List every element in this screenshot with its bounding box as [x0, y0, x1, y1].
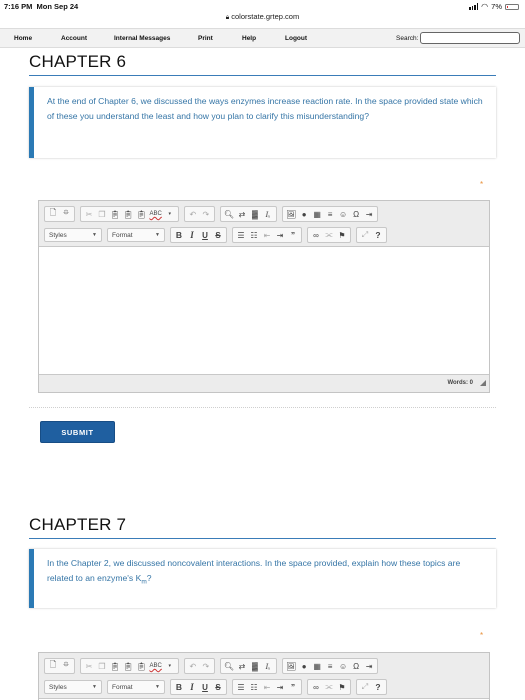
cut-icon[interactable]: ✂︎ — [85, 661, 93, 671]
clipboard-group — [80, 658, 179, 674]
numbered-list-icon[interactable]: ☰ — [237, 230, 245, 240]
word-count: Words: 0 — [447, 380, 473, 386]
paste-text-icon[interactable]: 📋︎ — [123, 661, 134, 671]
cut-icon[interactable]: ✂︎ — [85, 209, 93, 219]
unlink-icon[interactable]: ⫘ — [325, 230, 333, 239]
find-icon[interactable]: 🔍︎ — [223, 661, 234, 671]
basic-styles-group — [170, 679, 227, 695]
remove-format-icon[interactable]: Iₓ — [265, 661, 271, 671]
horizontal-rule-icon[interactable]: ≡ — [327, 209, 333, 219]
horizontal-rule-icon[interactable]: ≡ — [327, 661, 333, 671]
history-group — [184, 658, 215, 674]
lock-icon: 🔒︎ — [225, 14, 230, 21]
select-all-icon[interactable]: ▓ — [252, 209, 258, 219]
insert-group — [282, 658, 378, 674]
battery-percent: 7% — [491, 2, 502, 11]
document-group — [44, 658, 75, 674]
basic-styles-group — [170, 227, 227, 243]
image-icon[interactable]: 🖼︎ — [285, 661, 297, 671]
history-group — [184, 206, 215, 222]
nav-home[interactable]: Home — [14, 35, 33, 42]
nav-help[interactable]: Help — [242, 35, 257, 42]
chapter-7-rule — [29, 538, 496, 539]
table-icon[interactable]: ▦ — [313, 209, 321, 219]
chapter-6-rule — [29, 75, 496, 76]
remove-format-icon[interactable]: Iₓ — [265, 209, 271, 219]
nav-logout[interactable]: Logout — [285, 35, 308, 42]
underline-button[interactable]: U — [202, 682, 208, 692]
chevron-down-icon: ▼ — [155, 684, 160, 690]
bulleted-list-icon[interactable]: ☷ — [250, 682, 258, 692]
styles-label: Styles — [49, 683, 67, 691]
copy-icon[interactable]: ❐ — [98, 209, 106, 219]
nav-account[interactable]: Account — [61, 35, 87, 42]
strike-button[interactable]: S — [215, 230, 221, 240]
link-group — [307, 679, 351, 695]
preview-icon[interactable]: ⯐ — [63, 208, 69, 217]
select-all-icon[interactable]: ▓ — [252, 661, 258, 671]
wifi-icon: ◠ — [481, 2, 489, 11]
undo-icon[interactable]: ↶ — [189, 661, 197, 671]
chapter-7-prompt-box — [29, 549, 496, 608]
numbered-list-icon[interactable]: ☰ — [237, 682, 245, 692]
format-dropdown[interactable] — [107, 680, 165, 694]
smiley-icon[interactable]: ☺ — [339, 661, 348, 671]
paragraph-group — [232, 227, 302, 243]
top-nav — [0, 28, 525, 48]
paste-text-icon[interactable]: 📋︎ — [123, 209, 134, 219]
strike-button[interactable]: S — [215, 682, 221, 692]
insert-group — [282, 206, 378, 222]
chapter-6-prompt-box — [29, 87, 496, 158]
indent-icon[interactable]: ⇥ — [276, 230, 284, 240]
chapter-6-title: CHAPTER 6 — [29, 52, 127, 71]
paste-word-icon[interactable]: 📋︎ — [136, 661, 147, 671]
maximize-icon[interactable]: ⤢ — [361, 230, 369, 239]
flash-icon[interactable]: ● — [301, 209, 307, 219]
bulleted-list-icon[interactable]: ☷ — [250, 230, 258, 240]
search-input[interactable] — [420, 32, 520, 44]
editor-toolbar — [39, 653, 489, 699]
chapter-7-prompt: In the Chapter 2, we discussed noncovalent interactions. In the space provided, explain how these topics are related to an enzyme's $K_m$? — [47, 558, 461, 587]
replace-icon[interactable]: ⇄ — [238, 209, 246, 219]
battery-icon — [505, 4, 519, 10]
url-bar[interactable] — [0, 12, 525, 26]
italic-button[interactable]: I — [190, 682, 194, 692]
spellcheck-icon[interactable]: ABC — [149, 663, 162, 669]
section-divider — [29, 407, 496, 408]
indent-icon[interactable]: ⇥ — [276, 682, 284, 692]
table-icon[interactable]: ▦ — [313, 661, 321, 671]
paste-icon[interactable]: 📋︎ — [110, 661, 121, 671]
flash-icon[interactable]: ● — [301, 661, 307, 671]
format-dropdown[interactable] — [107, 228, 165, 242]
chevron-down-icon: ▼ — [92, 684, 97, 690]
search-label: Search: — [396, 35, 419, 42]
image-icon[interactable]: 🖼︎ — [285, 209, 297, 219]
format-label: Format — [112, 231, 133, 239]
chapter-6-editor — [38, 200, 490, 393]
link-icon[interactable]: ∞ — [313, 230, 319, 240]
paste-icon[interactable]: 📋︎ — [110, 209, 121, 219]
outdent-icon[interactable]: ⇤ — [263, 230, 271, 240]
new-page-icon[interactable]: 🗋︎ — [49, 208, 57, 217]
toolbar-row-2 — [44, 679, 387, 695]
format-label: Format — [112, 683, 133, 691]
bold-button[interactable]: B — [175, 682, 183, 692]
resize-handle-icon[interactable] — [480, 380, 486, 386]
find-icon[interactable]: 🔍︎ — [223, 209, 234, 219]
redo-icon[interactable]: ↷ — [202, 209, 210, 219]
editor-toolbar — [39, 201, 489, 247]
preview-icon[interactable]: ⯐ — [63, 660, 69, 669]
italic-button[interactable]: I — [190, 230, 194, 240]
required-mark: * — [480, 180, 484, 189]
status-bar — [0, 0, 525, 12]
tools-group — [356, 227, 387, 243]
toolbar-row-2 — [44, 227, 387, 243]
help-icon[interactable]: ? — [375, 230, 381, 240]
anchor-flag-icon[interactable]: ⚑ — [338, 230, 346, 240]
paste-word-icon[interactable]: 📋︎ — [136, 209, 147, 219]
toolbar-row-1 — [44, 658, 378, 674]
url-text: colorstate.grtep.com — [231, 12, 300, 21]
toolbar-row-1 — [44, 206, 378, 222]
submit-button[interactable]: SUBMIT — [40, 421, 115, 443]
styles-label: Styles — [49, 231, 67, 239]
answer-text-area[interactable] — [39, 247, 489, 375]
required-mark: * — [480, 631, 484, 640]
page-break-icon[interactable]: ⇥ — [365, 661, 373, 671]
find-group — [220, 658, 277, 674]
link-group — [307, 227, 351, 243]
tools-group — [356, 679, 387, 695]
chapter-7-editor — [38, 652, 490, 700]
nav-print[interactable]: Print — [198, 35, 213, 42]
help-icon[interactable]: ? — [375, 682, 381, 692]
undo-icon[interactable]: ↶ — [189, 209, 197, 219]
blockquote-icon[interactable]: ” — [290, 682, 296, 692]
nav-internal-messages[interactable]: Internal Messages — [114, 35, 171, 42]
spellcheck-dropdown-icon[interactable]: ▾ — [168, 211, 172, 217]
chapter-7-title: CHAPTER 7 — [29, 515, 127, 534]
chapter-6-prompt: At the end of Chapter 6, we discussed the ways enzymes increase reaction rate. In the space provided state which of these you understand the least and how you plan to clarify this misunderstanding? — [47, 96, 483, 122]
replace-icon[interactable]: ⇄ — [238, 661, 246, 671]
editor-status-bar — [39, 375, 489, 392]
status-right — [469, 2, 519, 11]
redo-icon[interactable]: ↷ — [202, 661, 210, 671]
link-icon[interactable]: ∞ — [313, 682, 319, 692]
document-group — [44, 206, 75, 222]
underline-button[interactable]: U — [202, 230, 208, 240]
anchor-flag-icon[interactable]: ⚑ — [338, 682, 346, 692]
chevron-down-icon: ▼ — [155, 232, 160, 238]
special-char-icon[interactable]: Ω — [353, 209, 360, 219]
unlink-icon[interactable]: ⫘ — [325, 682, 333, 691]
spellcheck-icon[interactable]: ABC — [149, 211, 162, 217]
special-char-icon[interactable]: Ω — [353, 661, 360, 671]
spellcheck-dropdown-icon[interactable]: ▾ — [168, 663, 172, 669]
signal-icon — [469, 3, 478, 10]
clipboard-group — [80, 206, 179, 222]
find-group — [220, 206, 277, 222]
new-page-icon[interactable]: 🗋︎ — [49, 660, 57, 669]
maximize-icon[interactable]: ⤢ — [361, 682, 369, 691]
chevron-down-icon: ▼ — [92, 232, 97, 238]
paragraph-group — [232, 679, 302, 695]
blockquote-icon[interactable]: ” — [290, 230, 296, 240]
page-break-icon[interactable]: ⇥ — [365, 209, 373, 219]
styles-dropdown[interactable] — [44, 228, 102, 242]
status-time: 7:16 PM Mon Sep 24 — [4, 2, 79, 11]
smiley-icon[interactable]: ☺ — [339, 209, 348, 219]
styles-dropdown[interactable] — [44, 680, 102, 694]
outdent-icon[interactable]: ⇤ — [263, 682, 271, 692]
copy-icon[interactable]: ❐ — [98, 661, 106, 671]
bold-button[interactable]: B — [175, 230, 183, 240]
